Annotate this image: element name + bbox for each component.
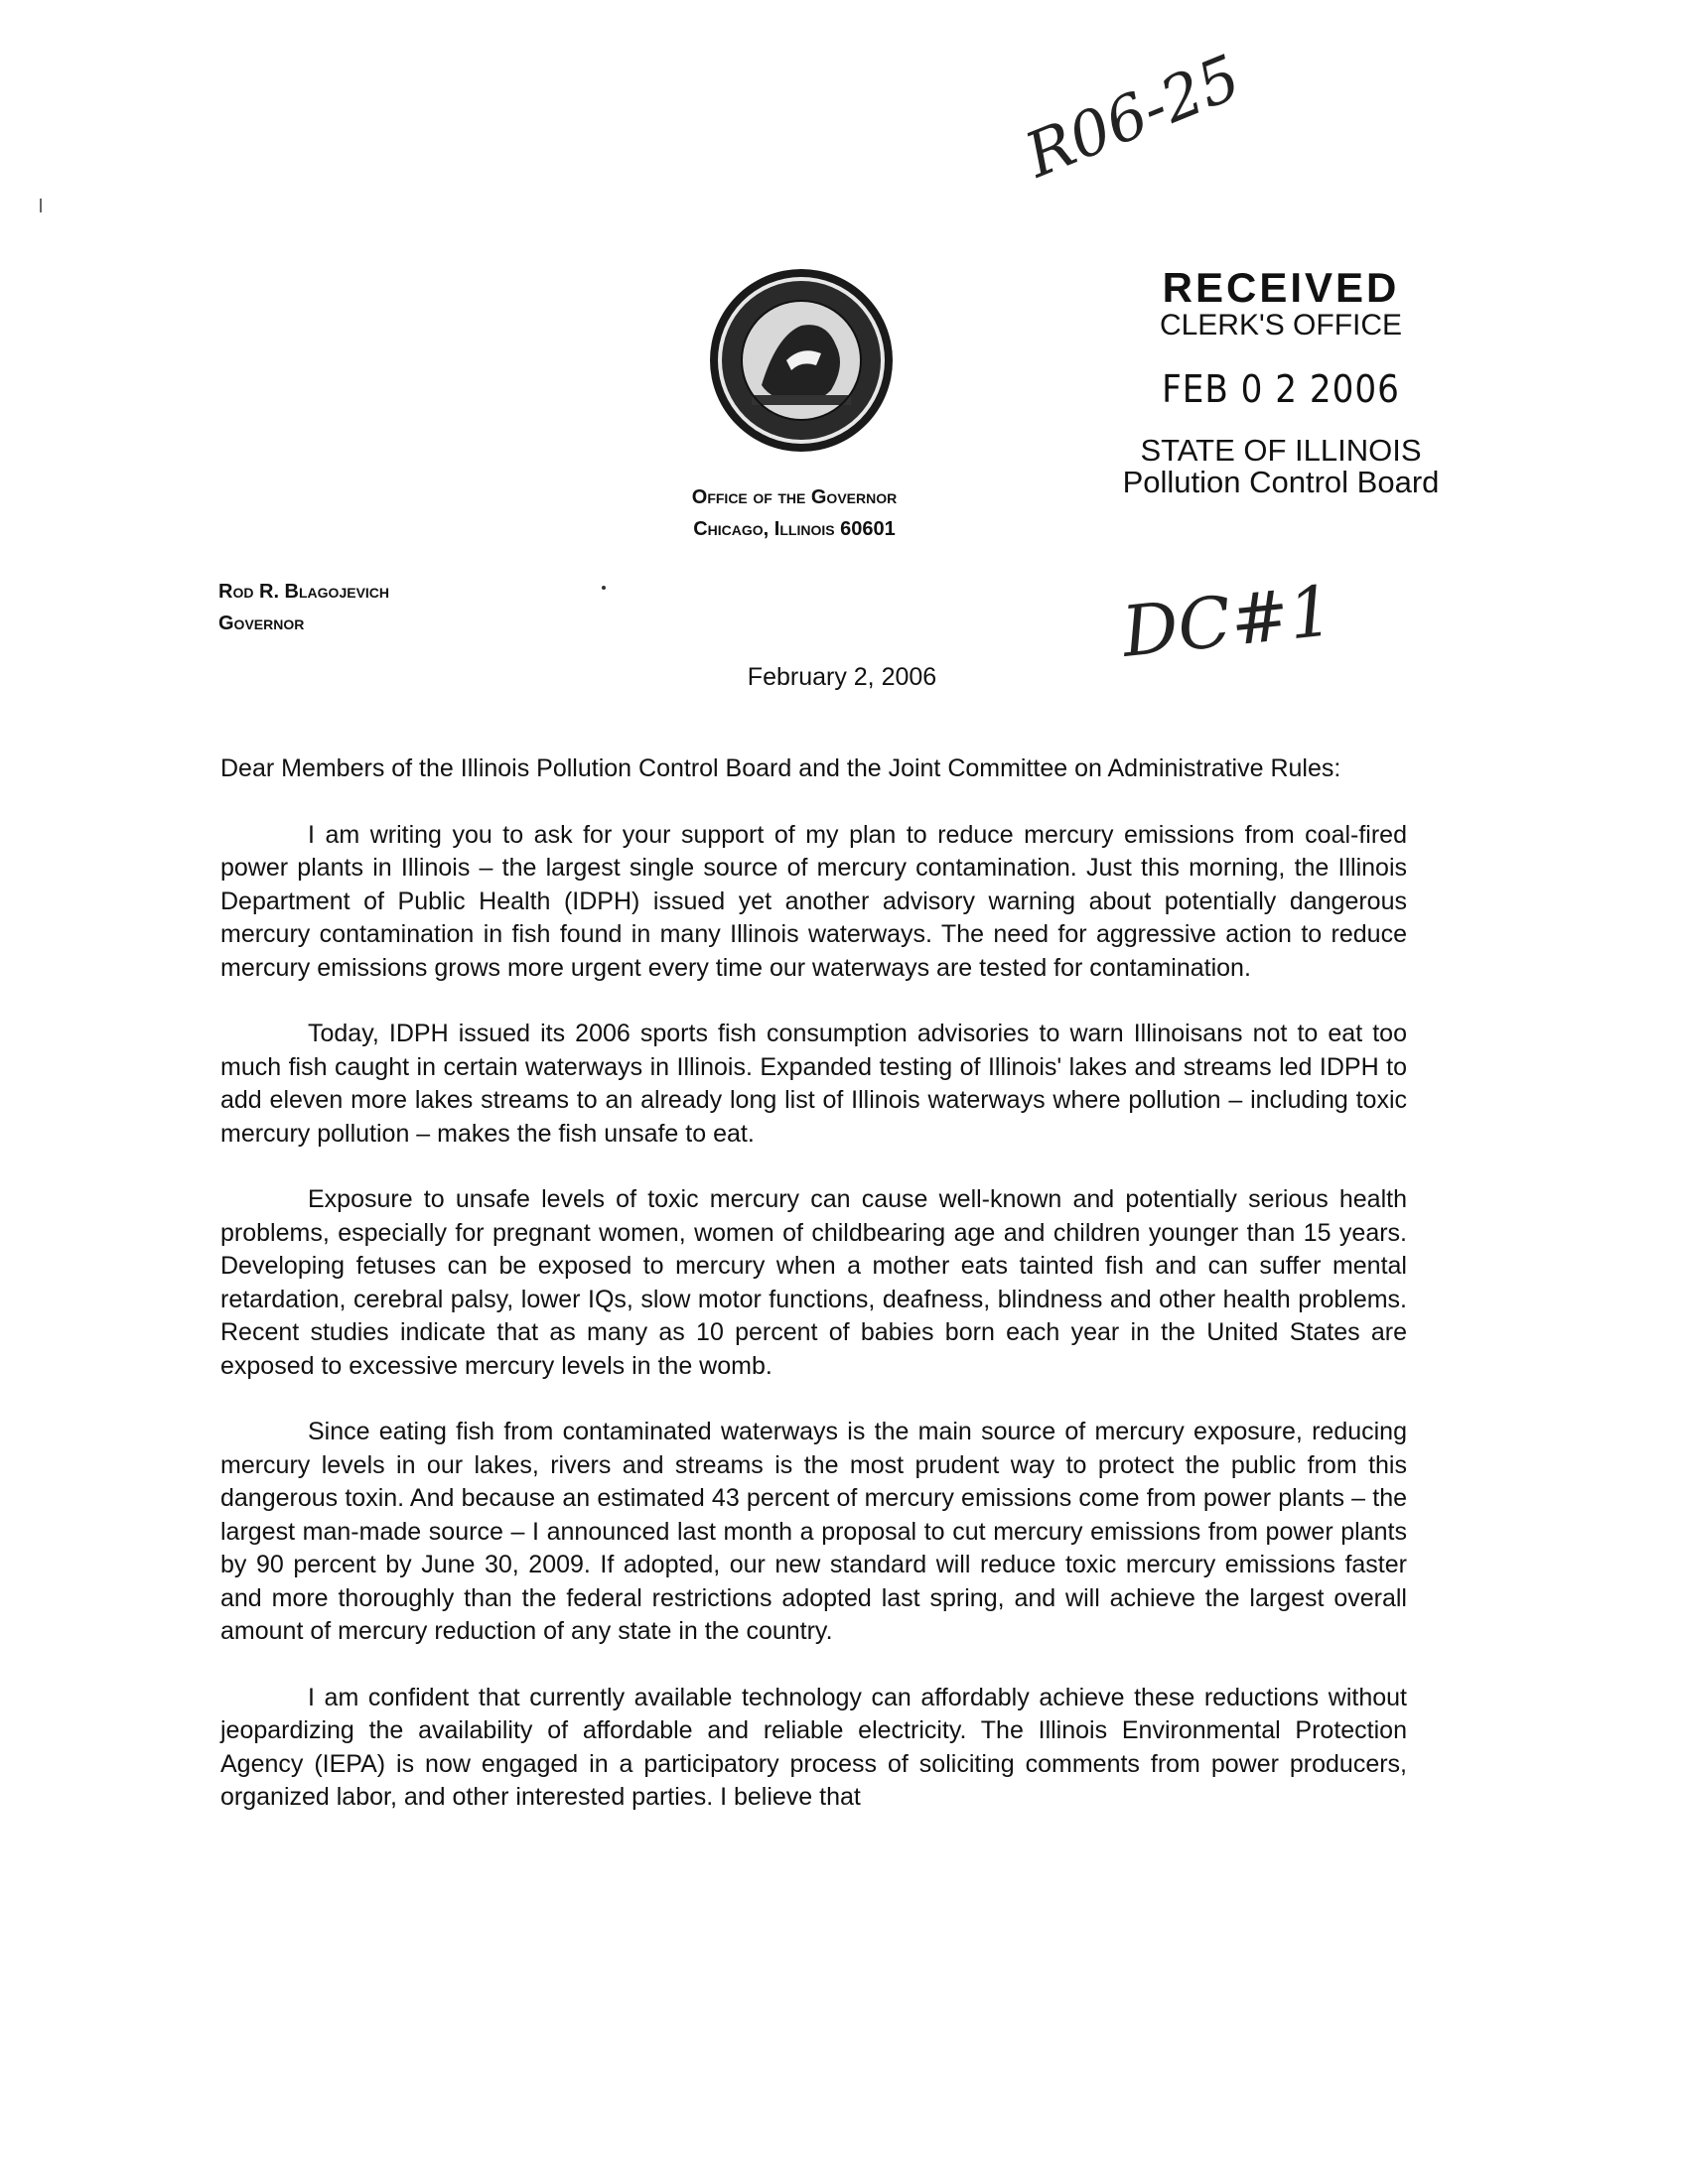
stamp-state: STATE OF ILLINOIS: [1140, 433, 1422, 468]
office-line-2: Chicago, Illinois 60601: [693, 518, 896, 540]
office-address: [596, 481, 993, 545]
stamp-board: Pollution Control Board: [1122, 465, 1440, 499]
sender-title: Governor: [218, 613, 305, 634]
letter-body: [220, 752, 1407, 1847]
state-seal-icon: [707, 266, 896, 455]
paragraph: I am confident that currently available technology can affordably achieve these reductions without jeopardizing the availability of affordable and reliable electricity. The Illinois Environmental Protection Agency (IEPA) is now engaged in a participatory process of soliciting comments from power producers, organized labor, and other interested parties. I believe that: [220, 1683, 1407, 1811]
stamp-office: CLERK'S OFFICE: [1159, 309, 1403, 341]
letter-date: February 2, 2006: [747, 663, 937, 691]
scan-mark: [40, 199, 48, 212]
stray-dot: [602, 586, 606, 590]
stamp-date: FEB 0 2 2006: [1162, 367, 1400, 411]
sender-name: Rod R. Blagojevich: [218, 581, 390, 603]
received-stamp: [1112, 266, 1450, 498]
paragraph: I am writing you to ask for your support of my plan to reduce mercury emissions from coal-fired power plants in Illinois – the largest single source of mercury contamination. Just this morning, the Illinois Department of Public Health (IDPH) issued yet another advisory warning about potentially dangerous mercury contamination in fish found in many Illinois waterways. The need for aggressive action to reduce mercury emissions grows more urgent every time our waterways are tested for contamination.: [220, 820, 1407, 982]
paragraph: Since eating fish from contaminated waterways is the main source of mercury exposure, reducing mercury levels in our lakes, rivers and streams is the most prudent way to protect the public from this dangerous toxin. And because an estimated 43 percent of mercury emissions come from power plants – the largest man-made source – I announced last month a proposal to cut mercury emissions from power plants by 90 percent by June 30, 2009. If adopted, our new standard will reduce toxic mercury emissions faster and more thoroughly than the federal restrictions adopted last spring, and will achieve the largest overall amount of mercury reduction of any state in the country.: [220, 1418, 1407, 1645]
paragraph: Today, IDPH issued its 2006 sports fish consumption advisories to warn Illinoisans not to eat too much fish caught in certain waterways in Illinois. Expanded testing of Illinois' lakes and streams led IDPH to add eleven more lakes streams to an already long list of Illinois waterways where pollution – including toxic mercury pollution – makes the fish unsafe to eat.: [220, 1020, 1407, 1148]
handwritten-docket-number: R06-25: [1015, 40, 1251, 192]
salutation: Dear Members of the Illinois Pollution Control Board and the Joint Committee on Administrative Rules:: [220, 754, 1341, 782]
sender-block: [218, 576, 389, 639]
paragraph: Exposure to unsafe levels of toxic mercury can cause well-known and potentially serious health problems, especially for pregnant women, women of childbearing age and children younger than 15 years. Developing fetuses can be exposed to mercury when a mother eats tainted fish and can suffer mental retardation, cerebral palsy, lower IQs, slow motor functions, deafness, blindness and other health problems. Recent studies indicate that as many as 10 percent of babies born each year in the United States are exposed to excessive mercury levels in the womb.: [220, 1185, 1407, 1380]
stamp-title: RECEIVED: [1162, 264, 1400, 311]
office-line-1: Office of the Governor: [691, 486, 898, 508]
handwritten-dc-number: DC#1: [1118, 570, 1337, 673]
